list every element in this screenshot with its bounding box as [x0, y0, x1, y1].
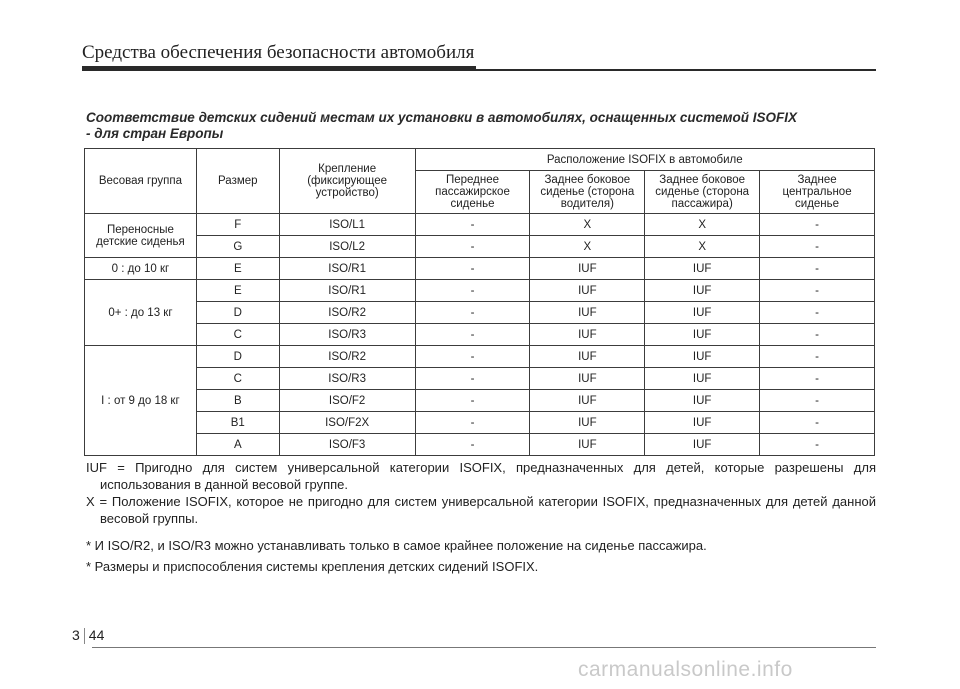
header-line: сиденье: [795, 198, 840, 210]
front-passenger-cell: -: [415, 390, 530, 412]
rear-center-cell: -: [760, 324, 875, 346]
rear-driver-cell: IUF: [530, 280, 645, 302]
table-row: [85, 346, 875, 368]
front-passenger-cell: -: [415, 302, 530, 324]
size-cell: B1: [196, 412, 279, 434]
rear-center-cell: -: [760, 368, 875, 390]
watermark: carmanualsonline.info: [578, 658, 793, 681]
table-row: [85, 280, 875, 302]
chapter-number: 3: [72, 627, 80, 643]
isofix-compatibility-table: [84, 148, 875, 456]
rear-center-cell: -: [760, 258, 875, 280]
header-rear-center-seat: [760, 171, 875, 214]
front-passenger-cell: -: [415, 368, 530, 390]
table-row: [85, 302, 875, 324]
table-row: [85, 324, 875, 346]
size-cell: F: [196, 214, 279, 236]
section-title-line2: - для стран Европы: [86, 126, 224, 141]
rear-driver-cell: IUF: [530, 368, 645, 390]
header-line: водителя): [560, 198, 614, 210]
rear-driver-cell: IUF: [530, 434, 645, 456]
header-isofix-location: Расположение ISOFIX в автомобиле: [415, 149, 874, 171]
rear-driver-cell: IUF: [530, 412, 645, 434]
footer-rule: [92, 647, 876, 648]
rear-center-cell: -: [760, 434, 875, 456]
weight-group-cell: 0 : до 10 кг: [85, 258, 197, 280]
table-row: [85, 390, 875, 412]
fixture-cell: ISO/F3: [279, 434, 415, 456]
table-row: [85, 236, 875, 258]
front-passenger-cell: -: [415, 214, 530, 236]
fixture-cell: ISO/R3: [279, 324, 415, 346]
weight-group-cell: I : от 9 до 18 кг: [85, 346, 197, 456]
section-title-line1: Соответствие детских сидений местам их установки в автомобилях, оснащенных системой ISOFIX: [86, 110, 797, 125]
header-line: Переднее: [445, 174, 500, 186]
table-row: [85, 258, 875, 280]
size-cell: B: [196, 390, 279, 412]
rear-passenger-cell: IUF: [645, 434, 760, 456]
fixture-cell: ISO/R1: [279, 280, 415, 302]
size-cell: D: [196, 346, 279, 368]
fixture-cell: ISO/R2: [279, 346, 415, 368]
header-rear-passenger-side-seat: [645, 171, 760, 214]
front-passenger-cell: -: [415, 434, 530, 456]
page-number-value: 44: [88, 627, 105, 643]
rear-driver-cell: X: [530, 236, 645, 258]
rear-passenger-cell: IUF: [645, 280, 760, 302]
size-cell: E: [196, 258, 279, 280]
rear-driver-cell: IUF: [530, 302, 645, 324]
header-fixture-line: устройство): [315, 187, 379, 199]
header-line: Заднее боковое: [544, 174, 631, 186]
size-cell: D: [196, 302, 279, 324]
size-cell: C: [196, 368, 279, 390]
front-passenger-cell: -: [415, 324, 530, 346]
note-iuf: IUF = Пригодно для систем универсальной категории ISOFIX, предназначенных для детей, которые разрешены для использования в данной весовой группе.: [86, 460, 876, 492]
rear-driver-cell: IUF: [530, 258, 645, 280]
table-row: [85, 434, 875, 456]
rear-driver-cell: IUF: [530, 324, 645, 346]
page-number: [72, 627, 104, 644]
rear-passenger-cell: IUF: [645, 412, 760, 434]
front-passenger-cell: -: [415, 236, 530, 258]
rear-center-cell: -: [760, 390, 875, 412]
fixture-cell: ISO/F2X: [279, 412, 415, 434]
rear-center-cell: -: [760, 412, 875, 434]
header-rear-driver-side-seat: [530, 171, 645, 214]
rear-center-cell: -: [760, 214, 875, 236]
size-cell: C: [196, 324, 279, 346]
table-header-row: [85, 149, 875, 171]
header-line: центральное: [782, 186, 852, 198]
rear-driver-cell: X: [530, 214, 645, 236]
section-title: [86, 110, 876, 142]
rear-center-cell: -: [760, 302, 875, 324]
size-cell: A: [196, 434, 279, 456]
table-row: [85, 214, 875, 236]
fixture-cell: ISO/R3: [279, 368, 415, 390]
size-cell: E: [196, 280, 279, 302]
header-line: сиденье: [450, 198, 495, 210]
rear-passenger-cell: X: [645, 236, 760, 258]
weight-group-label: детские сиденья: [96, 235, 185, 248]
note-star-1: * И ISO/R2, и ISO/R3 можно устанавливать только в самое крайнее положение на сиденье пассажира.: [86, 538, 707, 553]
header-line: пассажира): [671, 198, 733, 210]
rear-driver-cell: IUF: [530, 346, 645, 368]
rear-center-cell: -: [760, 346, 875, 368]
weight-group-cell: [85, 214, 197, 258]
header-rule-thick: [82, 66, 476, 71]
table-notes: [86, 459, 876, 575]
rear-passenger-cell: IUF: [645, 302, 760, 324]
header-line: пассажирское: [435, 186, 510, 198]
rear-passenger-cell: IUF: [645, 390, 760, 412]
rear-driver-cell: IUF: [530, 390, 645, 412]
page-header-title: Средства обеспечения безопасности автомобиля: [82, 42, 475, 63]
header-fixture-line: Крепление: [318, 163, 377, 175]
front-passenger-cell: -: [415, 346, 530, 368]
fixture-cell: ISO/F2: [279, 390, 415, 412]
rear-passenger-cell: X: [645, 214, 760, 236]
rear-center-cell: -: [760, 280, 875, 302]
header-front-passenger-seat: [415, 171, 530, 214]
rear-passenger-cell: IUF: [645, 258, 760, 280]
page-number-divider: [84, 628, 85, 644]
front-passenger-cell: -: [415, 258, 530, 280]
header-size: Размер: [196, 149, 279, 214]
front-passenger-cell: -: [415, 412, 530, 434]
header-rule-thin: [476, 69, 876, 71]
fixture-cell: ISO/R1: [279, 258, 415, 280]
size-cell: G: [196, 236, 279, 258]
fixture-cell: ISO/L1: [279, 214, 415, 236]
rear-passenger-cell: IUF: [645, 324, 760, 346]
header-line: Заднее боковое: [659, 174, 745, 186]
header-fixture-line: (фиксирующее: [307, 175, 388, 187]
weight-group-label: Переносные: [106, 223, 174, 236]
fixture-cell: ISO/L2: [279, 236, 415, 258]
table-row: [85, 412, 875, 434]
rear-passenger-cell: IUF: [645, 346, 760, 368]
weight-group-cell: 0+ : до 13 кг: [85, 280, 197, 346]
header-weight-group: Весовая группа: [85, 149, 197, 214]
fixture-cell: ISO/R2: [279, 302, 415, 324]
note-star-2: * Размеры и приспособления системы крепления детских сидений ISOFIX.: [86, 559, 539, 574]
rear-center-cell: -: [760, 236, 875, 258]
table-row: [85, 368, 875, 390]
header-fixture: [279, 149, 415, 214]
note-x: X = Положение ISOFIX, которое не пригодно для систем универсальной категории ISOFIX, предназначенных для детей данной весовой группы.: [86, 494, 876, 526]
header-line: сиденье (сторона: [655, 186, 750, 198]
header-line: сиденье (сторона: [540, 186, 635, 198]
rear-passenger-cell: IUF: [645, 368, 760, 390]
front-passenger-cell: -: [415, 280, 530, 302]
header-line: Заднее: [797, 174, 837, 186]
